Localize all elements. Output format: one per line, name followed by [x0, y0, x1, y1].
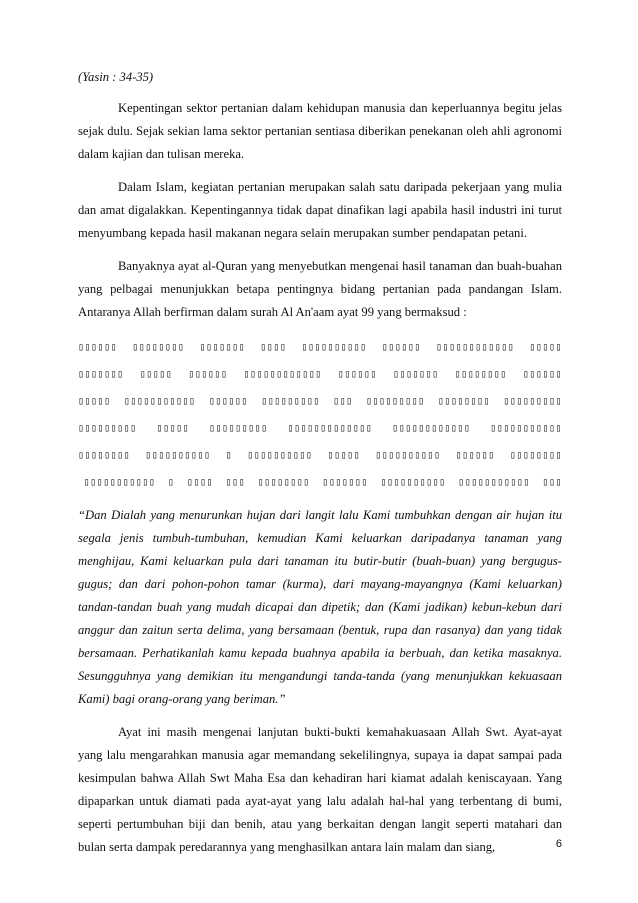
page-number: 6 [555, 838, 562, 850]
page-body [78, 66, 562, 869]
paragraph-quran-verses: Banyaknya ayat al-Quran yang menyebutkan mengenai hasil tanaman dan buah-buahan yang pelbagai menunjukkan betapa pentingnya bidang pertanian pada pandangan Islam. Antaranya Allah berfirman dalam surah Al An'aam ayat 99 yang bermaksud : [78, 259, 562, 319]
paragraph-verse-explanation: Ayat ini masih mengenai lanjutan bukti-bukti kemahakuasaan Allah Swt. Ayat-ayat yang lalu mengarahkan manusia agar memandang sekelilingnya, supaya ia dapat sampai pada kesimpulan bahwa Allah Swt Maha Esa dan kehadiran hari kiamat adalah keniscayaan. Yang dipaparkan untuk diamati pada ayat-ayat yang lalu adalah hal-hal yang terbentang di bumi, seperti pertumbuhan biji dan benih, atau yang berkaitan dengan langit seperti matahari dan bulan serta dampak peredarannya yang menghasilkan antara lain malam dan siang, [78, 725, 562, 854]
verse-reference: (Yasin : 34-35) [78, 70, 154, 84]
paragraph-agriculture-importance: Kepentingan sektor pertanian dalam kehidupan manusia dan keperluannya begitu jelas sejak dulu. Sejak sekian lama sektor pertanian sentiasa diberikan penekanan oleh ahli agronomi dalam kajian dan tulisan mereka. [78, 101, 562, 161]
verse-translation-quote: “Dan Dialah yang menurunkan hujan dari langit lalu Kami tumbuhkan dengan air hujan itu segala jenis tumbuh-tumbuhan, kemudian Kami keluarkan daripadanya tanaman yang menghijau, Kami keluarkan pula dari tanaman itu butir-butir (buah-buan) yang bergugus-gugus; dan dari pohon-pohon tamar (kurma), dari mayang-mayangnya (Kami keluarkan) tandan-tandan buah yang mudah dicapai dan dipetik; dan (Kami jadikan) kebun-kebun dari anggur dan zaitun serta delima, yang bersamaan (bentuk, rupa dan rasanya) dan yang tidak bersamaan. Perhatikanlah kamu kepada buahnya apabila ia berbuah, dan ketika masaknya. Sesungguhnya yang demikian itu mengandungi tanda-tanda (yang menunjukkan kekuasaan Kami) bagi orang-orang yang beriman.” [78, 508, 562, 706]
arabic-verse-text: ▯▯▯▯▯▯ ▯▯▯▯▯▯▯▯ ▯▯▯▯▯▯▯ ▯▯▯▯ ▯▯▯▯▯▯▯▯▯▯ ▯▯▯▯▯▯ ▯▯▯▯▯▯▯▯▯▯▯▯ ▯▯▯▯▯ ▯▯▯▯▯▯▯ ▯▯▯▯▯ ▯▯▯▯▯▯ ▯▯▯▯▯▯▯▯▯▯▯▯ ▯▯▯▯▯▯ ▯▯▯▯▯▯▯ ▯▯▯▯▯▯▯▯ ▯▯▯▯▯▯ ▯▯▯▯▯ ▯▯▯▯▯▯▯▯▯▯▯ ▯▯▯▯▯▯ ▯▯▯▯▯▯▯▯▯ ▯▯▯ ▯▯▯▯▯▯▯▯▯ ▯▯▯▯▯▯▯▯ ▯▯▯▯▯▯▯▯▯ ▯▯▯▯▯▯▯▯▯ ▯▯▯▯▯ ▯▯▯▯▯▯▯▯▯ ▯▯▯▯▯▯▯▯▯▯▯▯▯ ▯▯▯▯▯▯▯▯▯▯▯▯ ▯▯▯▯▯▯▯▯▯▯▯ ▯▯▯▯▯▯▯▯ ▯▯▯▯▯▯▯▯▯▯ ▯ ▯▯▯▯▯▯▯▯▯▯ ▯▯▯▯▯ ▯▯▯▯▯▯▯▯▯▯ ▯▯▯▯▯▯ ▯▯▯▯▯▯▯▯ ▯▯▯▯▯▯▯▯▯▯▯ ▯ ▯▯▯▯ ▯▯▯ ▯▯▯▯▯▯▯▯ ▯▯▯▯▯▯▯ ▯▯▯▯▯▯▯▯▯▯ ▯▯▯▯▯▯▯▯▯▯▯ ▯▯▯ [78, 342, 562, 488]
paragraph-islam-agriculture: Dalam Islam, kegiatan pertanian merupakan salah satu daripada pekerjaan yang mulia dan amat digalakkan. Kepentingannya tidak dapat dinafikan lagi apabila hasil industri ini turut menyumbang kepada hasil makanan negara selain merupakan sumber pendapatan petani. [78, 180, 562, 240]
